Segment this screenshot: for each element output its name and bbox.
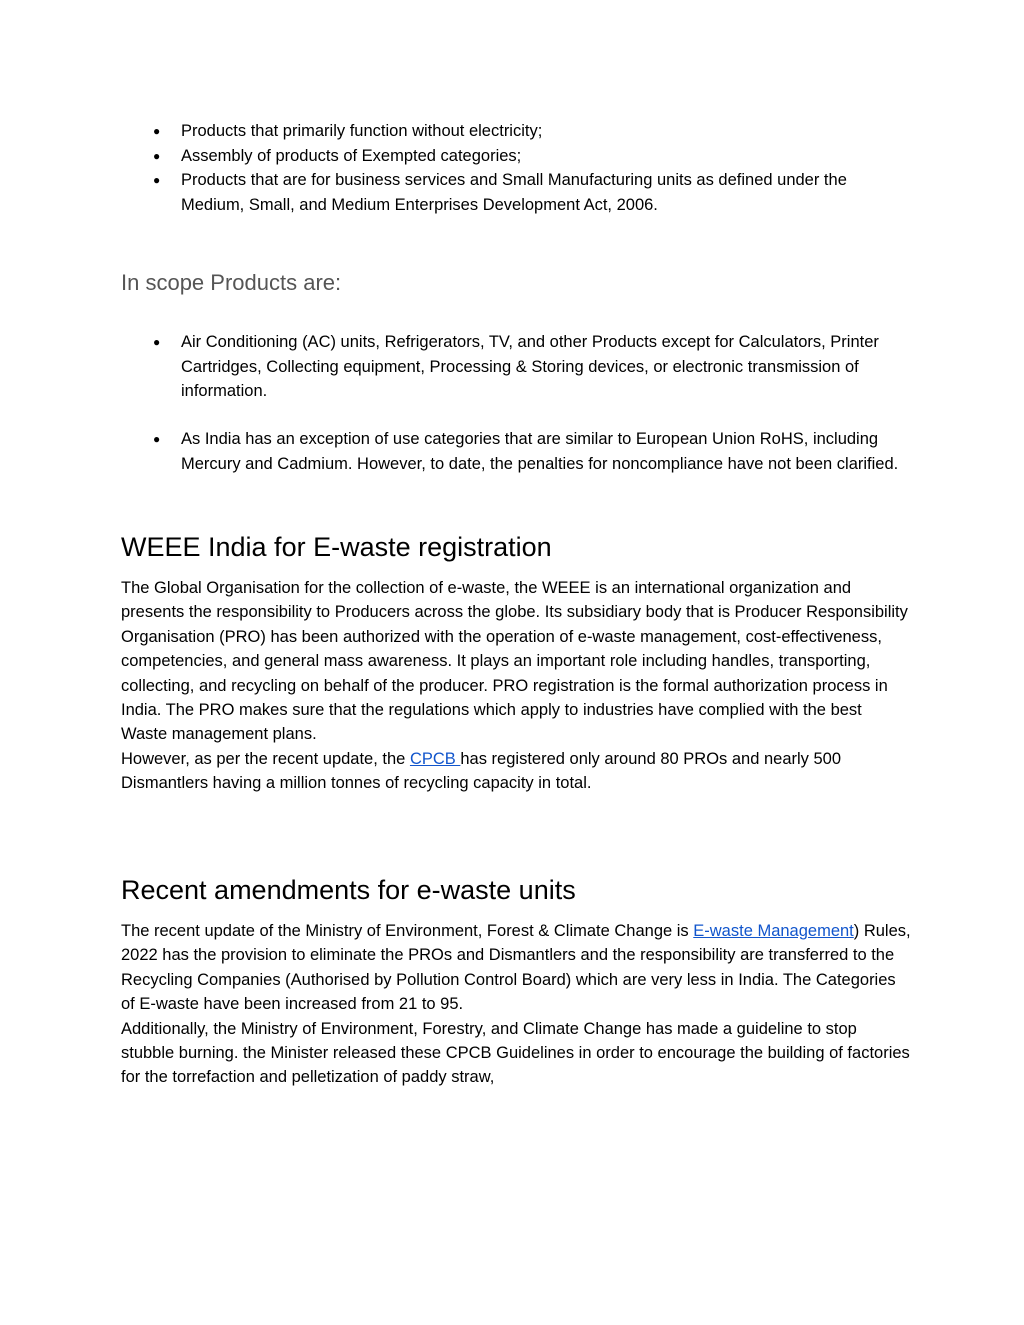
list-item <box>121 144 911 169</box>
cpcb-link[interactable]: CPCB <box>409 749 461 768</box>
list-item <box>121 330 911 404</box>
list-item <box>121 168 911 217</box>
bullet-icon: ● <box>153 432 161 446</box>
in-scope-heading: In scope Products are: <box>121 270 342 295</box>
list-item <box>121 427 911 476</box>
list-item-text: As India has an exception of use categories that are similar to European Union RoHS, including Mercury and Cadmium. However, to date, the penalties for noncompliance have not been clarified. <box>181 430 899 473</box>
list-item-text: Products that are for business services and Small Manufacturing units as defined under the Medium, Small, and Medium Enterprises Development Act, 2006. <box>181 171 847 214</box>
e-waste-management-link[interactable]: E-waste Management <box>693 922 854 940</box>
amendments-section-heading: Recent amendments for e-waste units <box>121 875 576 905</box>
list-item-text: Assembly of products of Exempted categories; <box>181 146 522 165</box>
stubble-burning-paragraph: Additionally, the Ministry of Environment, Forestry, and Climate Change has made a guideline to stop stubble burning. the Minister released these CPCB Guidelines in order to encourage the building of factories for the torrefaction and pelletization of paddy straw, <box>121 1019 910 1087</box>
list-item <box>121 119 911 144</box>
amendments-section-body <box>121 919 911 1090</box>
bullet-icon: ● <box>153 124 161 138</box>
cpcb-update-paragraph <box>121 747 911 796</box>
in-scope-list <box>121 427 911 476</box>
list-item-text: Products that primarily function without electricity; <box>181 122 543 140</box>
list-item-text: Air Conditioning (AC) units, Refrigerators, TV, and other Products except for Calculators, Printer Cartridges, Collecting equipment, Processing & Storing devices, or electronic transmission of information. <box>181 333 879 400</box>
weee-paragraph: The Global Organisation for the collection of e-waste, the WEEE is an international organization and presents the responsibility to Producers across the globe. Its subsidiary body that is Producer Responsibility Organisation (PRO) has been authorized with the operation of e-waste management, cost-effectiveness, competencies, and general mass awareness. It plays an important role including handles, transporting, collecting, and recycling on behalf of the producer. PRO registration is the formal authorization process in India. The PRO makes sure that the regulations which apply to industries have complied with the best Waste management plans. <box>121 579 908 744</box>
cpcb-update-text-before: However, as per the recent update, the <box>121 749 410 768</box>
bullet-icon: ● <box>153 148 161 163</box>
amendments-text-before: The recent update of the Ministry of Environment, Forest & Climate Change is <box>121 922 694 940</box>
bullet-icon: ● <box>153 335 161 349</box>
amendments-text-after: ) Rules, 2022 has the provision to eliminate the PROs and Dismantlers and the responsibility are transferred to the Recycling Companies (Authorised by Pollution Control Board) which are very less in India. The Categories of E-waste have been increased from 21 to 95. <box>121 922 911 1014</box>
in-scope-list <box>121 330 911 404</box>
weee-section-heading: WEEE India for E-waste registration <box>121 532 552 562</box>
weee-section-body <box>121 576 911 796</box>
bullet-icon: ● <box>153 173 161 187</box>
amendments-paragraph <box>121 919 911 1017</box>
exempted-products-list <box>121 119 911 217</box>
cpcb-update-text-after: has registered only around 80 PROs and nearly 500 Dismantlers having a million tonnes of recycling capacity in total. <box>121 749 842 793</box>
